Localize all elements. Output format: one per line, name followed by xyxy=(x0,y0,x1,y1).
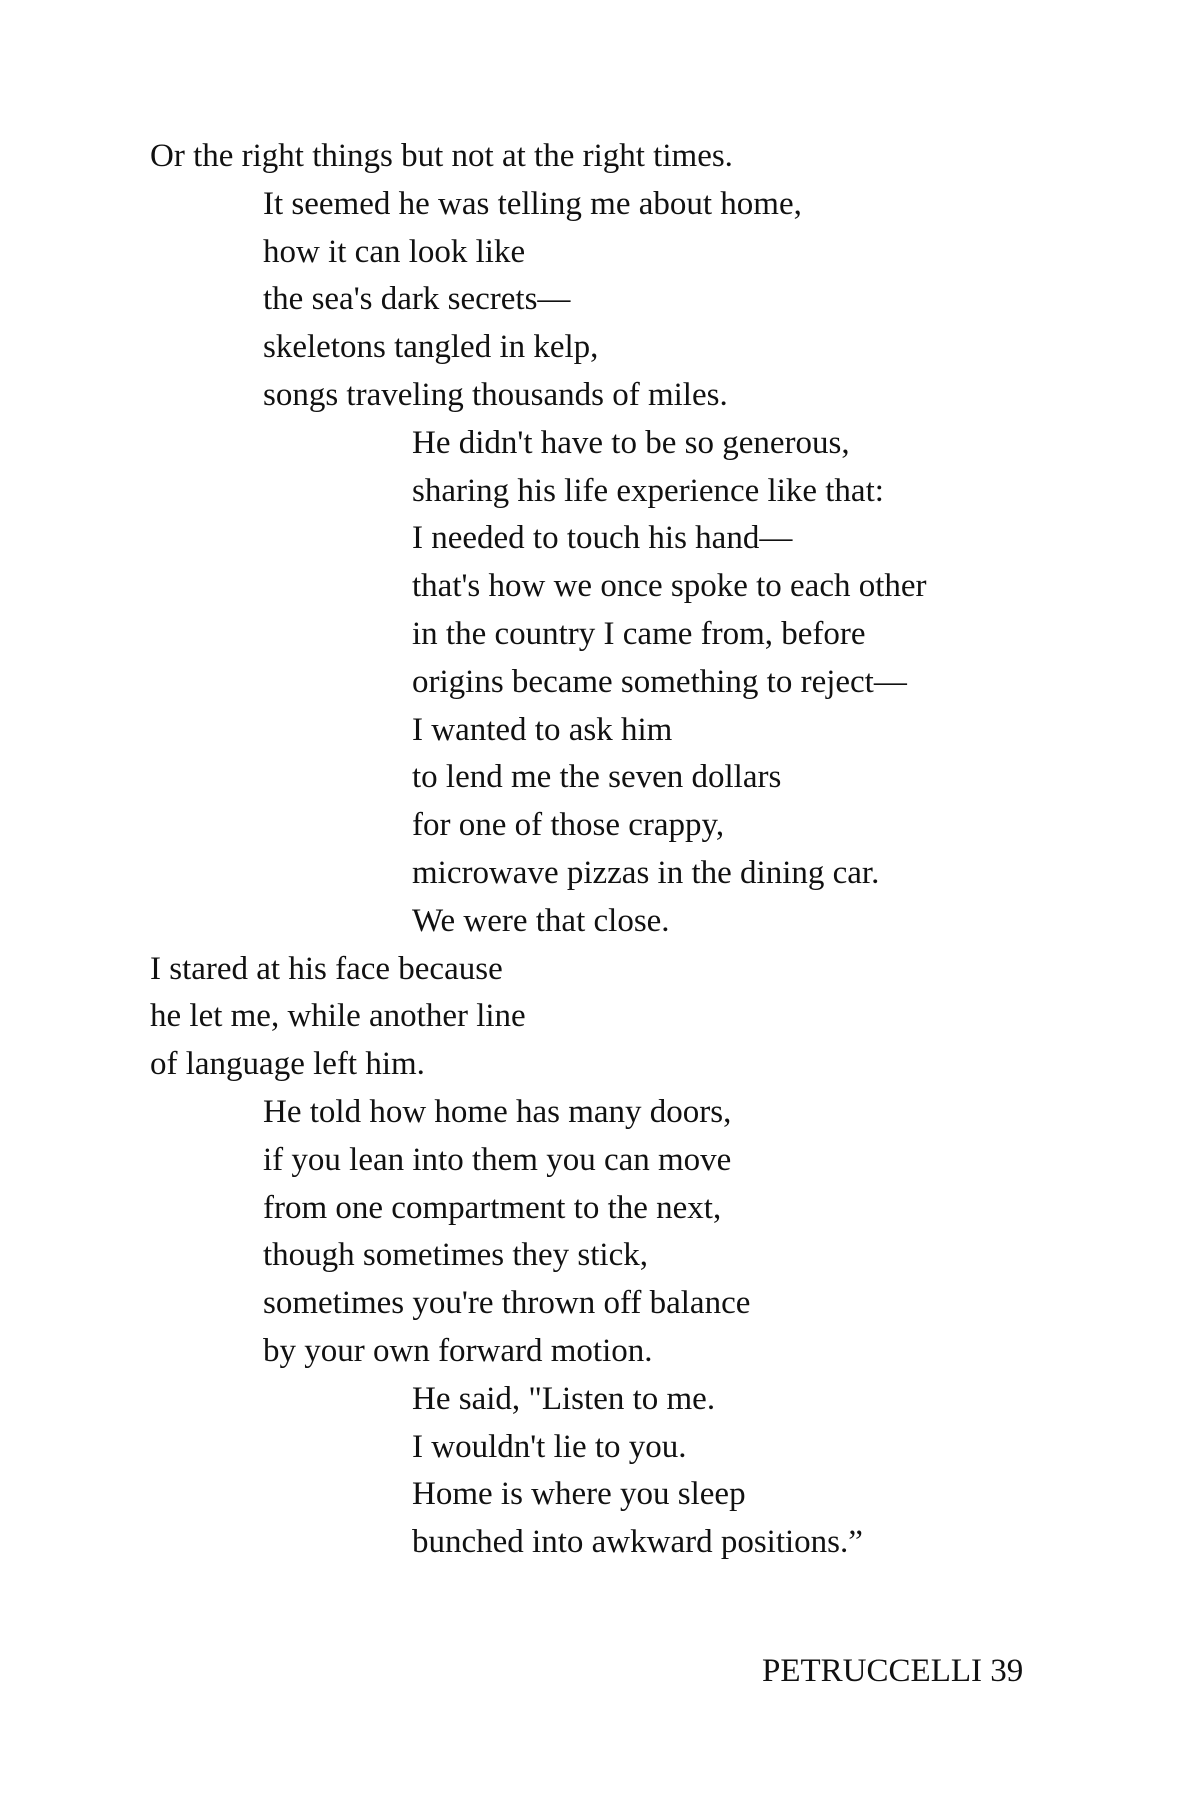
poem-line: sometimes you're thrown off balance xyxy=(263,1285,751,1321)
poem-line: We were that close. xyxy=(412,903,670,939)
poem-line: bunched into awkward positions.” xyxy=(412,1524,863,1560)
poem-line: the sea's dark secrets— xyxy=(263,281,571,317)
poem-line: though sometimes they stick, xyxy=(263,1237,648,1273)
poem-line: I stared at his face because xyxy=(150,951,503,987)
poem-line: origins became something to reject— xyxy=(412,664,907,700)
poem-line: He told how home has many doors, xyxy=(263,1094,732,1130)
poem-line: that's how we once spoke to each other xyxy=(412,568,927,604)
poem-line: to lend me the seven dollars xyxy=(412,759,782,795)
poem-line: of language left him. xyxy=(150,1046,425,1082)
poem-line: It seemed he was telling me about home, xyxy=(263,186,802,222)
poem-line: he let me, while another line xyxy=(150,998,526,1034)
page-footer-running-head: PETRUCCELLI 39 xyxy=(762,1653,1024,1689)
poem-line: He didn't have to be so generous, xyxy=(412,425,850,461)
poem-line: Or the right things but not at the right times. xyxy=(150,138,733,174)
poem-line: how it can look like xyxy=(263,234,526,270)
poem-line: sharing his life experience like that: xyxy=(412,473,884,509)
poem-line: I wanted to ask him xyxy=(412,712,673,748)
poem-line: microwave pizzas in the dining car. xyxy=(412,855,880,891)
poem-line: He said, "Listen to me. xyxy=(412,1381,716,1417)
poem-line: if you lean into them you can move xyxy=(263,1142,732,1178)
poem-line: by your own forward motion. xyxy=(263,1333,653,1369)
poem-line: I needed to touch his hand— xyxy=(412,520,793,556)
poem-line: songs traveling thousands of miles. xyxy=(263,377,728,413)
poem-line: from one compartment to the next, xyxy=(263,1190,722,1226)
poem-line: for one of those crappy, xyxy=(412,807,725,843)
poem-line: in the country I came from, before xyxy=(412,616,866,652)
poem-line: I wouldn't lie to you. xyxy=(412,1429,687,1465)
poem-line: Home is where you sleep xyxy=(412,1476,746,1512)
poem-line: skeletons tangled in kelp, xyxy=(263,329,599,365)
